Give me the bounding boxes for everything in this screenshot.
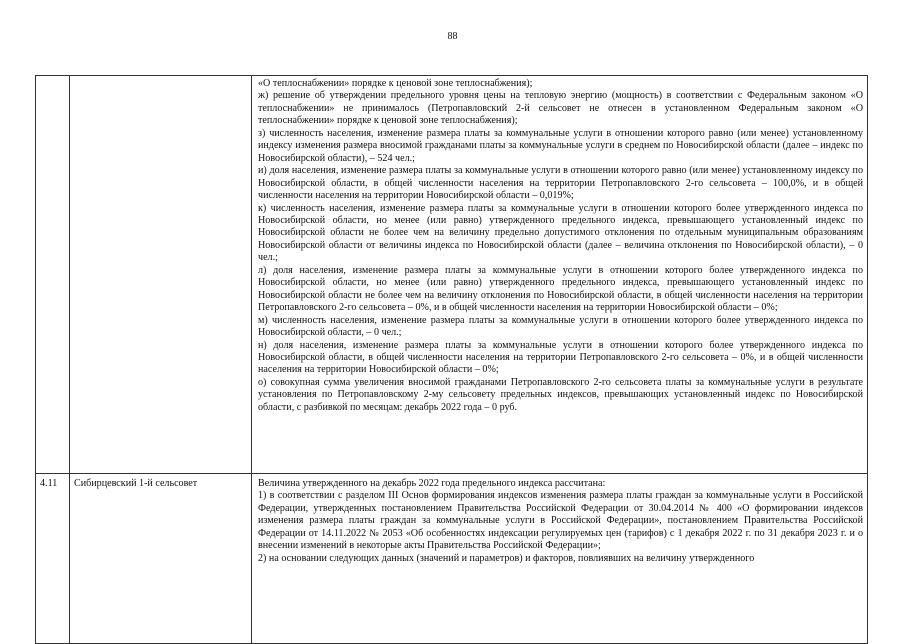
municipality-name-cell (70, 474, 252, 644)
paragraph: Величина утвержденного на декабрь 2022 года предельного индекса рассчитана: (258, 478, 606, 489)
description-cell (252, 474, 868, 644)
paragraph: 2) на основании следующих данных (значений и параметров) и факторов, повлиявших на величину утвержденного (258, 552, 755, 564)
paragraph: н) доля населения, изменение размера платы за коммунальные услуги в отношении которого более утвержденного индекса по Новосибирской области, в общей численности населения на территории Петропавловского 2-го сельсовета – 0%, и в общей численности населения на территории Новосибирской области – 0%; (258, 339, 863, 376)
row-number: 4.11 (40, 478, 58, 489)
table-row (36, 474, 868, 644)
description-cell (252, 76, 868, 474)
municipality-name: Сибирцевский 1-й сельсовет (74, 478, 198, 489)
paragraph: л) доля населения, изменение размера платы за коммунальные услуги в отношении которого более утвержденного индекса по Новосибирской области, но менее (или равно) утвержденного предельного индекса, превышающего установленный индекс по Новосибирской области не более чем на величину отклонения по Новосибирской области, в общей численности населения на территории Петропавловского 2-го сельсовета – 0%, и в общей численности населения на территории Новосибирской области – 0%; (258, 264, 863, 314)
paragraph: 1) в соответствии с разделом III Основ формирования индексов изменения размера платы граждан за коммунальные услуги в Российской Федерации, утвержденных постановлением Правительства Российской Федерации от 30.04.2014 № 400 «О формировании индексов изменения размера платы граждан за коммунальные услуги в Российской Федерации», постановлением Правительства Российской Федерации от 14.11.2022 № 2053 «Об особенностях индексации регулируемых цен (тарифов) с 1 декабря 2022 г. по 31 декабря 2023 г. и о внесении изменений в некоторые акты Правительства Российской Федерации»; (258, 490, 863, 552)
row-number (36, 76, 69, 80)
paragraph: ж) решение об утверждении предельного уровня цены на тепловую энергию (мощность) в соответствии с Федеральным законом «О теплоснабжении» не принималось (Петропавловский 2-й сельсовет не отнесен в установленном Федеральным законом «О теплоснабжении» порядке к ценовой зоне теплоснабжения); (258, 90, 863, 127)
row-number-cell (36, 474, 70, 644)
paragraph: «О теплоснабжении» порядке к ценовой зоне теплоснабжения); (258, 78, 533, 89)
paragraph: и) доля населения, изменение размера платы за коммунальные услуги в отношении которого равно (или менее) установленному индексу по Новосибирской области, в общей численности населения на территории Петропавловского 2-го сельсовета – 100,0%, и в общей численности населения на территории Новосибирской области – 0,019%; (258, 165, 863, 202)
paragraph: о) совокупная сумма увеличения вносимой гражданами Петропавловского 2-го сельсовета платы за коммунальные услуги в результате установления по Петропавловскому 2-му сельсовету предельных индексов, превышающих установленный индекс по Новосибирской области, с разбивкой по месяцам: декабрь 2022 года – 0 руб. (258, 376, 863, 413)
table-row (36, 76, 868, 474)
document-table (35, 75, 868, 644)
municipality-name (70, 76, 251, 80)
page-number: 88 (447, 31, 458, 42)
paragraph: м) численность населения, изменение размера платы за коммунальные услуги в отношении которого более утвержденного индекса по Новосибирской области, – 0 чел.; (258, 314, 863, 339)
paragraph: з) численность населения, изменение размера платы за коммунальные услуги в отношении которого равно (или менее) установленному индексу изменения размера вносимой гражданами платы за коммунальные услуги в среднем по Новосибирской области (далее – индекс по Новосибирской области), – 524 чел.; (258, 127, 863, 164)
municipality-name-cell (70, 76, 252, 474)
paragraph: к) численность населения, изменение размера платы за коммунальные услуги в отношении которого более утвержденного индекса по Новосибирской области, но менее (или равно) утвержденного предельного индекса, превышающего установленный индекс по Новосибирской области не более чем на величину предельно допустимого отклонения по отдельным муниципальным образованиям Новосибирской области от величины индекса по Новосибирской области (далее – величина отклонения по Новосибирской области), – 0 чел.; (258, 202, 863, 264)
row-number-cell (36, 76, 70, 474)
